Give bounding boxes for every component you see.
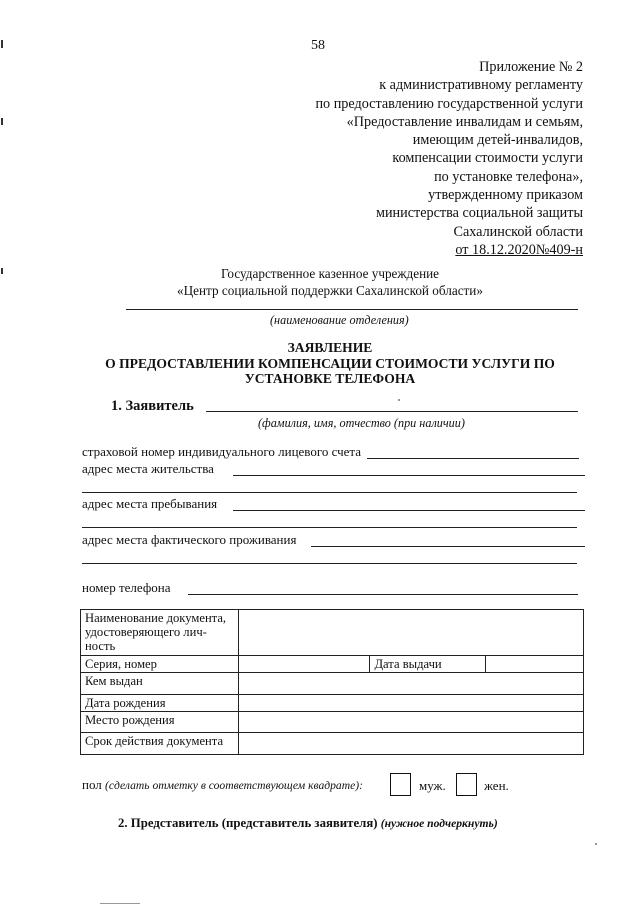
page-number: 58 <box>311 38 325 53</box>
snils-label: страховой номер индивидуального лицевого счета <box>82 444 362 459</box>
department-line <box>126 309 578 310</box>
birth-place-value[interactable] <box>238 712 583 733</box>
appendix-line: к административному регламенту <box>379 77 583 94</box>
issue-date-value[interactable] <box>486 656 584 673</box>
stay-address-label: адрес места пребывания <box>82 496 218 511</box>
issued-by-label: Кем выдан <box>81 673 239 695</box>
residence-address-field-line2[interactable] <box>82 492 577 493</box>
document-title <box>0 340 636 387</box>
actual-address-field-line2[interactable] <box>82 563 577 564</box>
appendix-line: компенсации стоимости услуги <box>392 150 583 167</box>
appendix-line: Приложение № 2 <box>479 59 583 75</box>
issued-by-value[interactable] <box>238 673 583 695</box>
organization-block <box>0 266 636 299</box>
issue-date-label: Дата выдачи <box>370 656 486 673</box>
appendix-line: министерства социальной защиты <box>375 205 583 222</box>
section-representative <box>118 816 498 831</box>
birth-date-value[interactable] <box>238 695 583 712</box>
table-row <box>81 733 584 755</box>
appendix-line: имеющим детей-инвалидов, <box>412 132 583 149</box>
stay-address-field-line2[interactable] <box>82 527 577 528</box>
gender-label: пол <box>82 777 102 792</box>
birth-place-label: Место рождения <box>81 712 239 733</box>
phone-label: номер телефона <box>82 580 171 595</box>
validity-value[interactable] <box>238 733 583 755</box>
actual-address-field[interactable] <box>311 546 585 547</box>
identity-document-table <box>80 609 584 755</box>
organization-line: Государственное казенное учреждение <box>220 266 440 281</box>
doc-name-value[interactable] <box>238 610 583 656</box>
appendix-line: по предоставлению государственной услуги <box>315 95 583 112</box>
appendix-line: Сахалинской области <box>453 223 583 240</box>
table-row <box>81 695 584 712</box>
series-number-value[interactable] <box>238 656 370 673</box>
appendix-date: от 18.12.2020№409-н <box>455 241 583 258</box>
phone-field[interactable] <box>188 594 578 595</box>
appendix-block <box>253 58 583 259</box>
applicant-name-caption: (фамилия, имя, отчество (при наличии) <box>258 416 465 430</box>
scan-speck <box>398 399 400 401</box>
table-row <box>81 610 584 656</box>
table-row <box>81 712 584 733</box>
title-line: ЗАЯВЛЕНИЕ <box>287 340 373 355</box>
male-checkbox[interactable] <box>390 773 411 796</box>
title-line: УСТАНОВКЕ ТЕЛЕФОНА <box>244 371 416 386</box>
series-number-label: Серия, номер <box>81 656 239 673</box>
table-row <box>81 656 584 673</box>
gender-hint: (сделать отметку в соответствующем квадрате): <box>105 779 363 792</box>
female-checkbox[interactable] <box>456 773 477 796</box>
male-label: муж. <box>419 778 446 793</box>
validity-label: Срок действия документа <box>81 733 239 755</box>
stay-address-field[interactable] <box>233 510 585 511</box>
appendix-line: по установке телефона», <box>434 168 583 185</box>
table-row <box>81 673 584 695</box>
applicant-name-line[interactable] <box>206 411 578 412</box>
appendix-line: утвержденному приказом <box>428 187 583 204</box>
doc-name-label: Наименование документа, удостоверяющего лич-ность <box>81 610 239 656</box>
female-label: жен. <box>484 778 509 793</box>
scan-mark <box>1 118 3 125</box>
organization-name: «Центр социальной поддержки Сахалинской области» <box>177 282 483 298</box>
department-caption: (наименование отделения) <box>270 313 409 327</box>
residence-address-field[interactable] <box>233 475 585 476</box>
gender-label-line <box>82 777 363 793</box>
scan-speck <box>595 843 597 845</box>
section-applicant-heading: 1. Заявитель <box>111 398 194 414</box>
residence-address-label: адрес места жительства <box>82 461 214 476</box>
appendix-line: «Предоставление инвалидам и семьям, <box>346 113 583 130</box>
snils-field[interactable] <box>367 458 579 459</box>
scan-edge-line <box>100 903 140 904</box>
section-representative-heading: 2. Представитель (представитель заявителя) <box>118 816 378 830</box>
birth-date-label: Дата рождения <box>81 695 239 712</box>
title-line: О ПРЕДОСТАВЛЕНИИ КОМПЕНСАЦИИ СТОИМОСТИ УСЛУГИ ПО <box>105 355 555 371</box>
actual-address-label: адрес места фактического проживания <box>82 532 297 547</box>
section-representative-hint: (нужное подчеркнуть) <box>380 817 498 830</box>
